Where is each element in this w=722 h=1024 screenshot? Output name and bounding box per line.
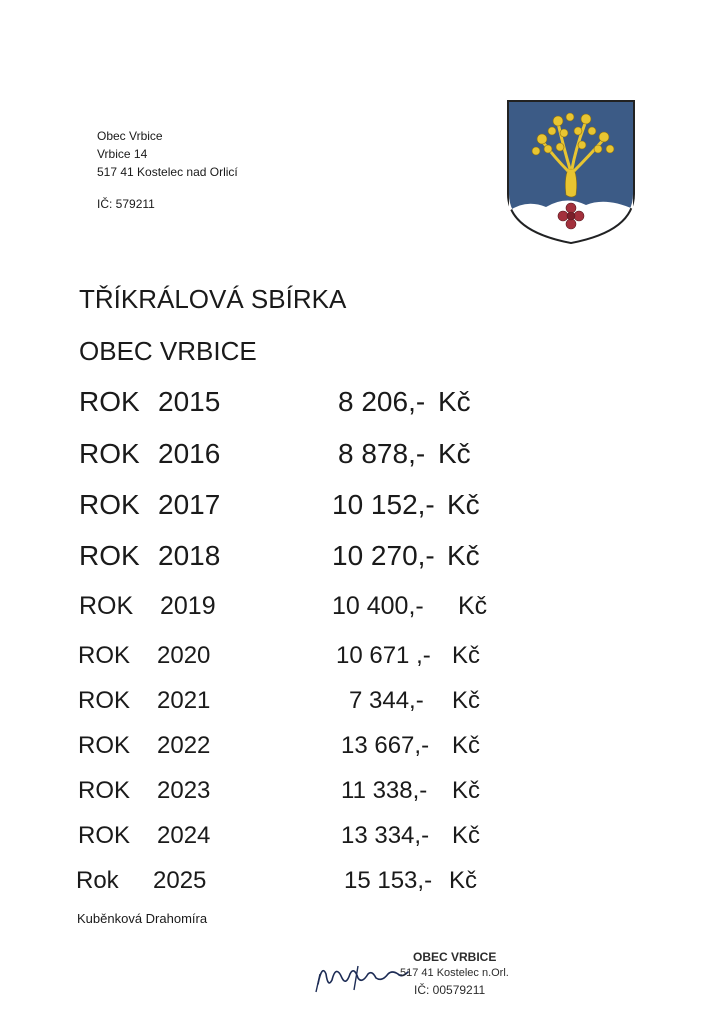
year-label: ROK — [78, 822, 131, 849]
amount-value: 15 153,- — [344, 867, 433, 894]
year-row — [0, 438, 722, 474]
year-row — [0, 592, 722, 625]
sender-name: Obec Vrbice — [97, 129, 163, 143]
municipality-title: OBEC VRBICE — [79, 336, 257, 366]
amount-value: 7 344,- — [349, 687, 424, 714]
year-label: ROK — [79, 540, 140, 571]
currency-label: Kč — [438, 438, 471, 469]
year-row — [0, 540, 722, 576]
year-value: 2024 — [157, 822, 211, 849]
collection-title: TŘÍKRÁLOVÁ SBÍRKA — [79, 284, 347, 314]
year-label: Rok — [76, 867, 119, 894]
stamp-address: 517 41 Kostelec n.Orl. — [400, 967, 509, 979]
year-value: 2025 — [153, 867, 207, 894]
year-value: 2020 — [157, 642, 211, 669]
year-label: ROK — [78, 732, 131, 759]
year-row — [0, 732, 722, 764]
year-row — [0, 386, 722, 422]
currency-label: Kč — [452, 687, 481, 714]
currency-label: Kč — [452, 777, 481, 804]
year-value: 2015 — [158, 386, 221, 417]
amount-value: 10 152,- — [332, 489, 435, 520]
sender-street: Vrbice 14 — [97, 147, 148, 161]
year-label: ROK — [78, 642, 131, 669]
year-label: ROK — [79, 386, 140, 417]
year-row — [0, 822, 722, 854]
currency-label: Kč — [447, 540, 480, 571]
year-label: ROK — [79, 592, 134, 620]
currency-label: Kč — [452, 822, 481, 849]
stamp-name: OBEC VRBICE — [413, 950, 497, 964]
year-value: 2016 — [158, 438, 221, 469]
year-row — [0, 687, 722, 719]
currency-label: Kč — [449, 867, 478, 894]
currency-label: Kč — [447, 489, 480, 520]
year-row — [0, 642, 722, 674]
currency-label: Kč — [458, 592, 488, 620]
year-value: 2023 — [157, 777, 211, 804]
year-row — [0, 867, 722, 899]
year-value: 2021 — [157, 687, 211, 714]
amount-value: 10 400,- — [332, 592, 424, 620]
year-label: ROK — [78, 687, 131, 714]
amount-value: 13 667,- — [341, 732, 430, 759]
amount-value: 8 206,- — [338, 386, 426, 417]
currency-label: Kč — [438, 386, 471, 417]
currency-label: Kč — [452, 732, 481, 759]
year-row — [0, 489, 722, 525]
year-value: 2022 — [157, 732, 211, 759]
signatory-name: Kuběnková Drahomíra — [77, 911, 208, 926]
sender-ic: IČ: 579211 — [97, 197, 155, 211]
year-label: ROK — [79, 438, 140, 469]
year-value: 2017 — [158, 489, 221, 520]
amount-value: 10 270,- — [332, 540, 435, 571]
year-value: 2018 — [158, 540, 221, 571]
sender-city: 517 41 Kostelec nad Orlicí — [97, 165, 238, 179]
amount-value: 11 338,- — [341, 777, 428, 804]
amount-value: 13 334,- — [341, 822, 430, 849]
year-label: ROK — [78, 777, 131, 804]
amount-value: 10 671 ,- — [336, 642, 431, 669]
year-label: ROK — [79, 489, 140, 520]
year-row — [0, 777, 722, 809]
stamp-ic: IČ: 00579211 — [414, 983, 486, 997]
year-value: 2019 — [160, 592, 216, 620]
amount-value: 8 878,- — [338, 438, 426, 469]
currency-label: Kč — [452, 642, 481, 669]
